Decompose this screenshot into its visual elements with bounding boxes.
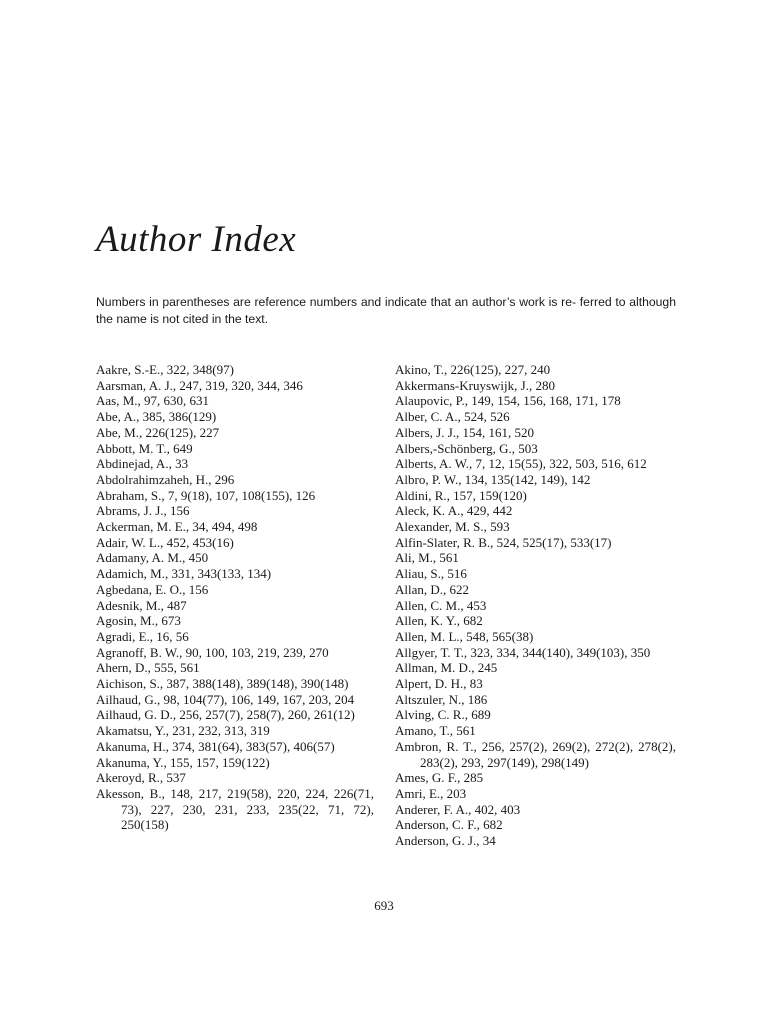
index-entry: Adair, W. L., 452, 453(16) [96,534,234,550]
index-entry: Alpert, D. H., 83 [395,676,483,692]
index-entry: Allen, C. M., 453 [395,597,487,613]
index-entry: Abe, M., 226(125), 227 [96,424,220,440]
index-entry: Ali, M., 561 [395,550,459,566]
index-entry: Akesson, B., 148, 217, 219(58), 220, 224, 226(71, 73), 227, 230, 231, 233, 235(22, 71, 72), 250(158) [96,785,374,833]
index-entry: Ambron, R. T., 256, 257(2), 269(2), 272(2), 278(2), 283(2), 293, 297(149), 298(149) [395,738,676,770]
index-note: Numbers in parentheses are reference numbers and indicate that an author’s work is re- ferred to although the name is not cited in the text. [96,295,676,326]
index-entry: Anderer, F. A., 402, 403 [395,801,521,817]
index-entry: Akkermans-Kruyswijk, J., 280 [395,377,555,393]
index-entry: Akeroyd, R., 537 [96,770,186,786]
index-entry: Ailhaud, G. D., 256, 257(7), 258(7), 260, 261(12) [96,707,355,723]
index-entry: Abe, A., 385, 386(129) [96,409,217,425]
index-entry: Amri, E., 203 [395,785,467,801]
index-entry: Aliau, S., 516 [395,566,467,582]
index-entry: Agosin, M., 673 [96,613,181,629]
index-entry: Anderson, G. J., 34 [395,833,496,849]
index-entry: Alving, C. R., 689 [395,707,491,723]
index-entry: Adamich, M., 331, 343(133, 134) [96,566,272,582]
index-entry: Aarsman, A. J., 247, 319, 320, 344, 346 [96,377,303,393]
index-entry: Agradi, E., 16, 56 [96,628,189,644]
index-entry: Allan, D., 622 [395,581,470,597]
index-entry: Adamany, A. M., 450 [96,550,209,566]
index-entry: Altszuler, N., 186 [395,691,488,707]
index-entry: Abdolrahimzaheh, H., 296 [96,471,235,487]
index-entry: Agbedana, E. O., 156 [96,581,209,597]
index-entry: Ahern, D., 555, 561 [96,660,200,676]
index-entry: Aichison, S., 387, 388(148), 389(148), 390(148) [96,676,349,692]
index-entry: Allman, M. D., 245 [395,660,498,676]
index-entry: Alexander, M. S., 593 [395,519,510,535]
page-title: Author Index [96,219,297,260]
index-entry: Abraham, S., 7, 9(18), 107, 108(155), 126 [96,487,316,503]
page-number: 693 [374,898,394,913]
index-entry: Alfin-Slater, R. B., 524, 525(17), 533(17) [395,534,612,550]
index-entry: Akamatsu, Y., 231, 232, 313, 319 [96,723,270,739]
index-entry: Allgyer, T. T., 323, 334, 344(140), 349(103), 350 [395,644,651,660]
index-entry: Allen, M. L., 548, 565(38) [395,628,534,644]
index-entry: Aakre, S.-E., 322, 348(97) [96,362,234,377]
index-entry: Albers, J. J., 154, 161, 520 [395,424,535,440]
index-entry: Albro, P. W., 134, 135(142, 149), 142 [395,471,591,487]
index-column-right [395,362,676,849]
index-entry: Amano, T., 561 [395,723,476,739]
index-entry: Allen, K. Y., 682 [395,613,483,629]
index-entry: Adesnik, M., 487 [96,597,187,613]
index-column-left [96,362,374,833]
index-entry: Ackerman, M. E., 34, 494, 498 [96,519,258,535]
index-entry: Akanuma, H., 374, 381(64), 383(57), 406(57) [96,738,335,754]
index-entry: Albers,-Schönberg, G., 503 [395,440,538,456]
index-entry: Alberts, A. W., 7, 12, 15(55), 322, 503, 516, 612 [395,456,647,472]
index-entry: Abrams, J. J., 156 [96,503,190,519]
index-entry: Akino, T., 226(125), 227, 240 [395,362,551,377]
index-entry: Ailhaud, G., 98, 104(77), 106, 149, 167, 203, 204 [96,691,355,707]
index-entry: Abdinejad, A., 33 [96,456,189,472]
index-entry: Aleck, K. A., 429, 442 [395,503,513,519]
index-entry: Abbott, M. T., 649 [96,440,193,456]
index-entry: Anderson, C. F., 682 [395,817,503,833]
index-entry: Alber, C. A., 524, 526 [395,409,510,425]
index-entry: Aas, M., 97, 630, 631 [96,393,210,409]
index-entry: Ames, G. F., 285 [395,770,484,786]
index-entry: Alaupovic, P., 149, 154, 156, 168, 171, 178 [395,393,621,409]
index-entry: Agranoff, B. W., 90, 100, 103, 219, 239, 270 [96,644,329,660]
index-entry: Akanuma, Y., 155, 157, 159(122) [96,754,270,770]
index-entry: Aldini, R., 157, 159(120) [395,487,527,503]
